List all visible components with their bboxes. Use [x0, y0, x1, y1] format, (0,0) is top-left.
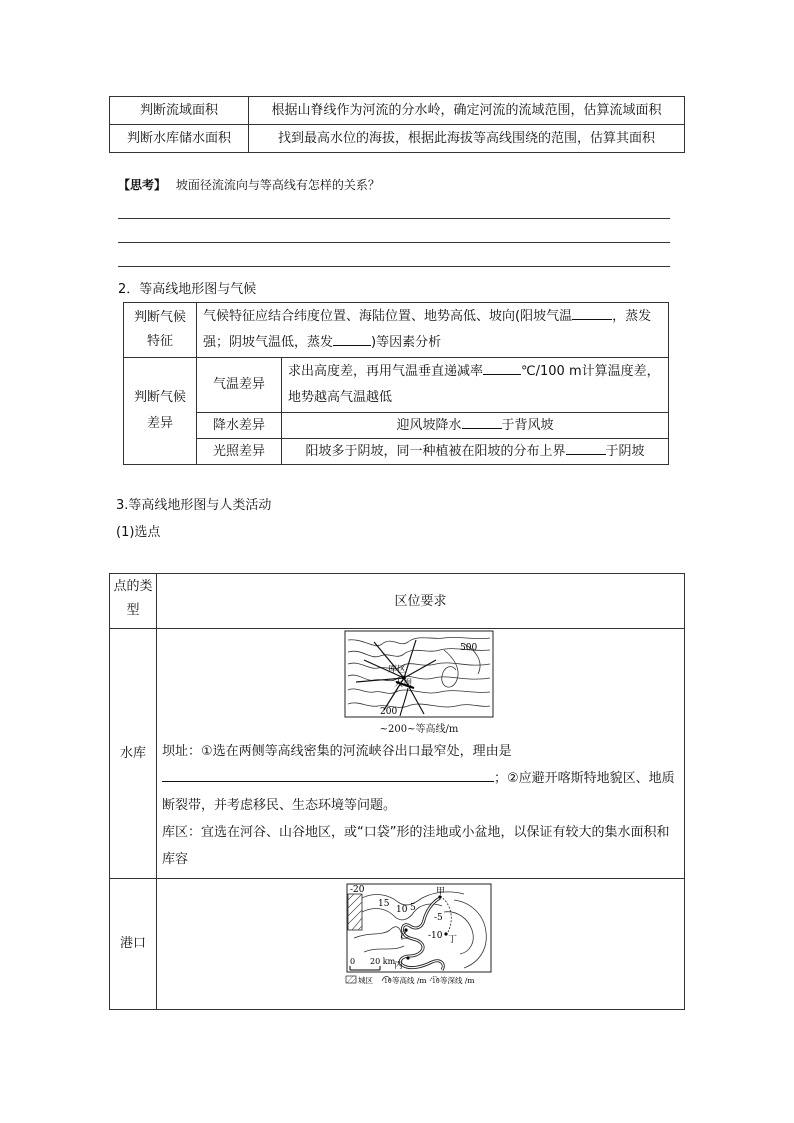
precip-diff-label: 降水差异	[197, 413, 282, 439]
label-ding: 丁	[448, 935, 458, 945]
label-bing: 丙	[394, 961, 404, 971]
reservoir-requirements	[162, 738, 680, 873]
legend-contour-num: 10	[384, 978, 392, 985]
temp-diff-label: 气温差异	[197, 358, 282, 413]
climate-diff-label: 判断气候差异	[124, 358, 197, 465]
table-divider	[156, 573, 157, 1010]
label-yi: 乙	[400, 931, 410, 941]
label-minus10: -10	[428, 931, 443, 941]
port-label: 港口	[119, 936, 146, 951]
climate-feature-text: 气候特征应结合纬度位置、海陆位置、地势高低、坡向(阳坡气温 ，蒸发强；阴坡气温低，蒸发 )等因素分析	[197, 303, 669, 358]
answer-line	[118, 218, 670, 219]
table-divider	[109, 628, 685, 629]
think-question: 坡面径流流向与等高线有怎样的关系？	[175, 178, 380, 192]
think-tag: 【思考】	[118, 178, 167, 192]
label-15: 15	[378, 899, 390, 909]
answer-blank[interactable]	[572, 305, 612, 320]
temp-diff-text: 求出高度差，再用气温垂直递减率 ℃/100 m计算温度差，地势越高气温越低	[282, 358, 669, 413]
row-label: 判断流域面积	[110, 97, 249, 125]
scale-20km: 20 km	[370, 957, 396, 966]
label-10: 10	[396, 905, 408, 915]
answer-blank[interactable]	[566, 440, 606, 455]
map-label-500: 500	[460, 643, 478, 653]
answer-line	[118, 242, 670, 243]
label-jia: 甲	[436, 887, 446, 897]
map-label-area: 库区	[388, 665, 407, 675]
header-requirement: 区位要求	[394, 594, 447, 609]
answer-line	[118, 266, 670, 267]
map-label-200: 200	[380, 707, 398, 717]
answer-blank[interactable]	[462, 414, 502, 429]
reservoir-label: 水库	[119, 746, 146, 761]
label-5: 5	[410, 903, 416, 913]
section-subtitle: (1)选点	[116, 525, 161, 540]
think-block	[118, 176, 380, 193]
map-label-dam: 大坝	[394, 679, 413, 689]
legend-depth-num: 10	[432, 978, 440, 985]
light-diff-label: 光照差异	[197, 439, 282, 465]
reservoir-map-caption: ~200~等高线/m	[379, 724, 459, 735]
port-contour-map	[344, 882, 494, 986]
reservoir-area-text: 库区：宜选在河谷、山谷地区，或“口袋”形的洼地或小盆地，以保证有较大的集水面积和库容	[162, 825, 670, 867]
row-content: 根据山脊线作为河流的分水岭，确定河流的流域范围，估算流域面积	[249, 97, 685, 125]
row-content: 找到最高水位的海拔，根据此海拔等高线围绕的范围，估算其面积	[249, 125, 685, 153]
legend-contour: 等高线 /m	[392, 976, 427, 985]
section-title: 2．等高线地形图与气候	[118, 282, 257, 297]
reservoir-contour-map	[344, 630, 494, 718]
legend-depth: 等深线 /m	[440, 976, 475, 985]
label-minus5: -5	[434, 913, 443, 923]
climate-table	[123, 302, 669, 465]
table-divider	[109, 878, 685, 879]
answer-blank[interactable]	[483, 360, 521, 375]
basin-table	[109, 96, 685, 153]
light-diff-text: 阳坡多于阴坡，同一种植被在阳坡的分布上界 于阴坡	[282, 439, 669, 465]
label-minus20: -20	[350, 885, 365, 895]
legend-city: 城区	[358, 976, 373, 985]
climate-feature-label: 判断气候特征	[124, 303, 197, 358]
dam-site-text: 坝址：①选在两侧等高线密集的河流峡谷出口最窄处，理由是	[162, 744, 512, 759]
header-type: 点的类型	[113, 579, 153, 618]
row-label: 判断水库储水面积	[110, 125, 249, 153]
dam-site-text-cont: ；②应避开喀斯特地貌区、地质断裂带，并考虑移民、生态环境等问题。	[162, 765, 680, 819]
answer-blank[interactable]	[162, 767, 494, 782]
scale-0: 0	[350, 957, 356, 966]
answer-blank[interactable]	[333, 331, 371, 346]
section-title: 3.等高线地形图与人类活动	[116, 498, 272, 513]
precip-diff-text: 迎风坡降水 于背风坡	[282, 413, 669, 439]
